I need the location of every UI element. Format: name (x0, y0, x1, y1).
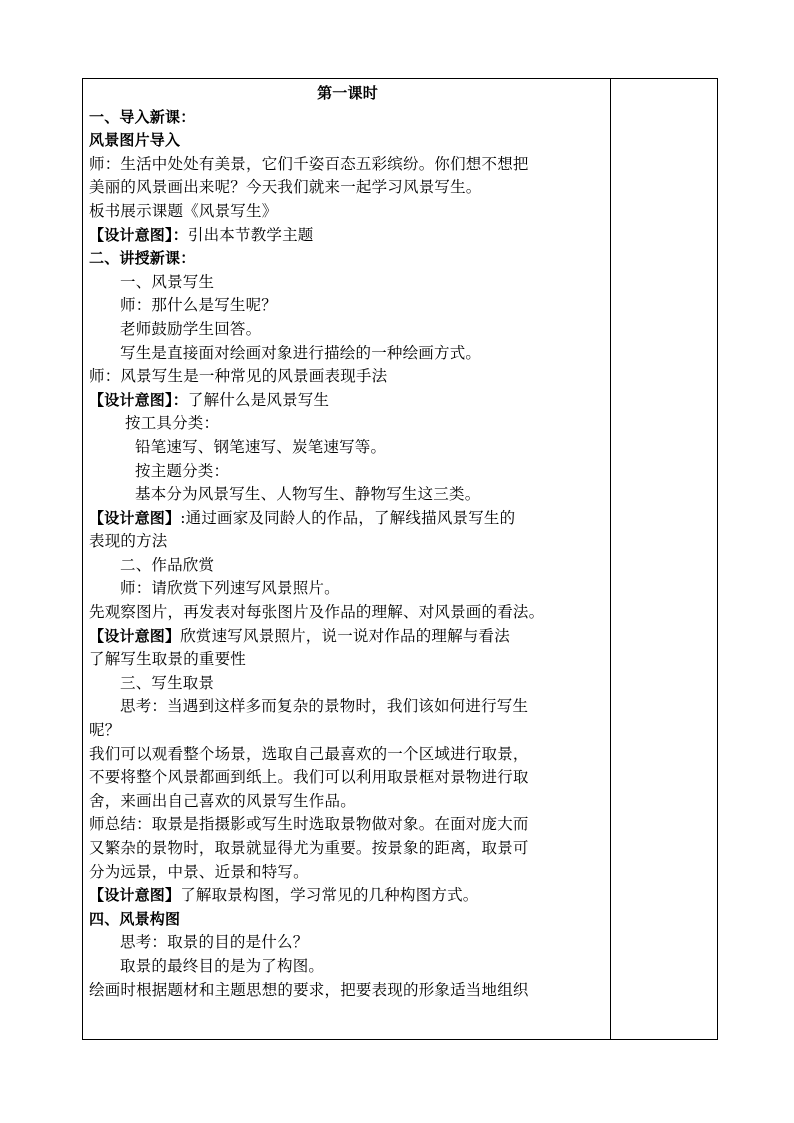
body-line: 舍，来画出自己喜欢的风景写生作品。 (89, 791, 356, 810)
design-intent-label: 【设计意图】 (89, 886, 181, 905)
column-divider (610, 79, 611, 1039)
body-line: 美丽的风景画出来呢？今天我们就来一起学习风景写生。 (89, 178, 482, 197)
body-line: 二、作品欣赏 (120, 555, 215, 574)
body-line: 师：请欣赏下列速写风景照片。 (120, 579, 340, 598)
body-line: 按工具分类： (125, 414, 220, 433)
design-intent-text: 引出本节教学主题 (187, 225, 314, 244)
body-line: 不要将整个风景都画到纸上。我们可以利用取景框对景物进行取 (89, 768, 529, 787)
body-line: 呢？ (89, 721, 121, 740)
body-line: 师：风景写生是一种常见的风景画表现手法 (89, 367, 388, 386)
body-line: 思考：当遇到这样多而复杂的景物时，我们该如何进行写生 (120, 697, 529, 716)
section-heading: 一、导入新课： (89, 107, 196, 126)
lesson-title: 第一课时 (317, 84, 378, 102)
body-line: 三、写生取景 (120, 673, 215, 692)
design-intent-text: 欣赏速写风景照片，说一说对作品的理解与看法 (180, 626, 510, 645)
section-heading: 二、讲授新课： (89, 249, 196, 268)
design-intent-label: 【设计意图】： (89, 225, 188, 244)
body-line: 又繁杂的景物时，取景就显得尤为重要。按景象的距离，取景可 (89, 839, 529, 857)
body-line: 一、风景写生 (120, 272, 215, 291)
body-line: 老师鼓励学生回答。 (120, 319, 262, 338)
body-line: 铅笔速写、钢笔速写、炭笔速写等。 (135, 437, 387, 456)
body-line: 绘画时根据题材和主题思想的要求，把要表现的形象适当地组织 (89, 980, 529, 999)
body-line: 思考：取景的目的是什么？ (120, 933, 309, 952)
design-intent-line (89, 507, 606, 531)
design-intent-text: 了解取景构图，学习常见的几种构图方式。 (180, 886, 479, 905)
body-line: 写生是直接面对绘画对象进行描绘的一种绘画方式。 (120, 343, 482, 362)
body-line: 师：生活中处处有美景，它们千姿百态五彩缤纷。你们想不想把 (89, 154, 529, 173)
section-heading: 风景图片导入 (89, 131, 181, 150)
lesson-plan-table (82, 78, 718, 1040)
lesson-body (89, 106, 606, 1003)
design-intent-line (89, 625, 606, 649)
notes-cell (612, 79, 717, 1039)
design-intent-label: 【设计意图】： (89, 390, 188, 409)
design-intent-label: 【设计意图】 (89, 508, 181, 527)
body-line: 了解写生取景的重要性 (89, 650, 247, 669)
body-line: 先观察图片，再发表对每张图片及作品的理解、对风景画的看法。 (89, 603, 545, 622)
body-line: 师：那什么是写生呢？ (120, 296, 278, 315)
body-line: 基本分为风景写生、人物写生、静物写生这三类。 (135, 485, 481, 504)
body-line: 板书展示课题《风景写生》 (89, 201, 278, 220)
design-intent-label: 【设计意图】 (89, 626, 181, 645)
design-intent-text: 了解什么是风景写生 (187, 390, 330, 409)
design-intent-line (89, 884, 606, 908)
design-intent-line (89, 224, 606, 248)
body-line: 取景的最终目的是为了构图。 (120, 956, 325, 975)
design-intent-text: :通过画家及同龄人的作品，了解线描风景写生的 (180, 508, 516, 527)
lesson-content-cell (89, 82, 606, 1002)
body-line: 表现的方法 (89, 532, 168, 551)
body-line: 分为远景，中景、近景和特写。 (89, 862, 309, 881)
body-line: 我们可以观看整个场景，选取自己最喜欢的一个区域进行取景， (89, 744, 529, 763)
body-line: 师总结：取景是指摄影或写生时选取景物做对象。在面对庞大而 (89, 815, 529, 834)
section-heading: 四、风景构图 (89, 909, 181, 928)
design-intent-line (89, 389, 606, 413)
body-line: 按主题分类： (135, 461, 230, 480)
